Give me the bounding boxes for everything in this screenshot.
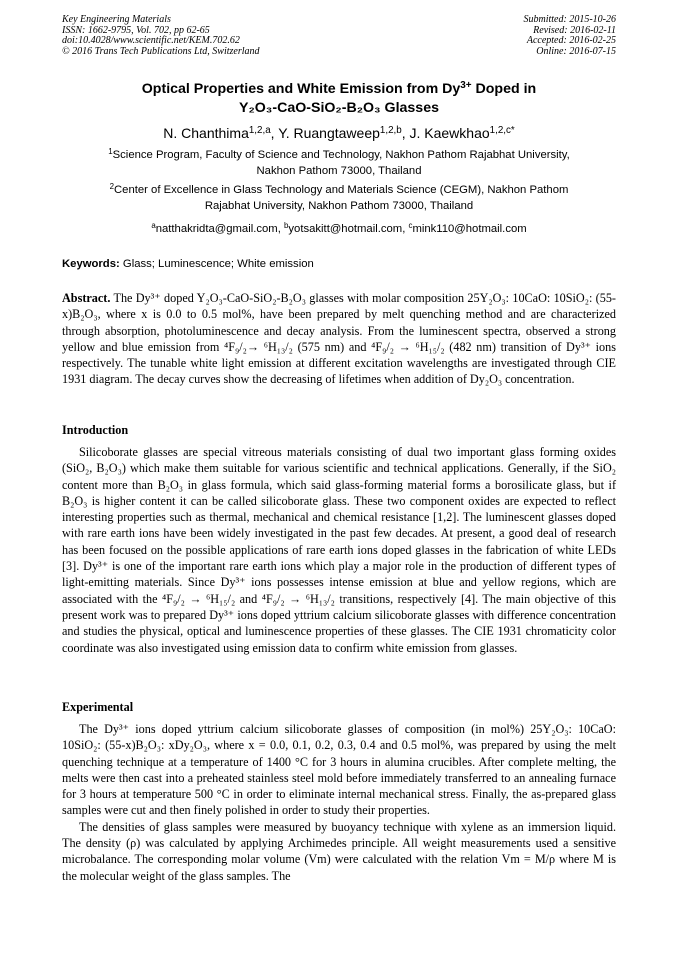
keywords: [62, 257, 616, 271]
author-mark: 1,2,c*: [489, 125, 515, 137]
affiliation-line: Rajabhat University, Nakhon Pathom 73000, Thailand: [204, 199, 474, 212]
email-mark: a: [151, 221, 156, 231]
email-mark: c: [408, 221, 413, 231]
affiliation-line: Center of Excellence in Glass Technology and Materials Science (CEGM), Nakhon Pathom: [114, 184, 569, 196]
email-address[interactable]: natthakridta@gmail.com: [155, 223, 278, 235]
affiliation-1: [72, 148, 606, 179]
author-name: N. Chanthima: [163, 125, 249, 141]
author-name: Y. Ruangtaweep: [278, 125, 380, 141]
email-address[interactable]: mink110@hotmail.com: [412, 223, 527, 235]
experimental-heading: Experimental: [62, 700, 134, 714]
affiliation-mark: 2: [109, 182, 114, 192]
author-list: N. Chanthima$^{1,2,a}$, Y. Ruangtaweep$^{1,2,b}$, J. Kaewkhao$^{1,2,c*}$: [163, 125, 515, 141]
abstract-text: The Dy³⁺ doped Y₂O₃-CaO-SiO₂-B₂O₃ glasses with molar composition 25Y₂O₃: 10CaO: 10SiO₂: (55-x)B₂O₃, where x is 0.0 to 0.5 mol%, have been prepared by melt quenching method and are characterized through absorption, photoluminescence and decay analysis. From the luminescent spectra, observed a strong yellow and blue emission from ⁴F₉/₂→ ⁶H₁₃/₂ (575 nm) and ⁴F₉/₂ → ⁶H₁₅/₂ (482 nm) transition of Dy³⁺ ions respectively. The tunable white light emission at different excitation wavelengths are investigated through CIE 1931 diagram. The decay curves show the decreasing of lifetimes when addition of Dy₂O₃ concentration.: [62, 291, 616, 387]
date-revised: Revised: 2016-02-11: [533, 24, 616, 36]
date-online: Online: 2016-07-15: [536, 45, 616, 57]
abstract-label: Abstract.: [62, 291, 111, 305]
abstract: [62, 290, 616, 388]
title-line1-pre: Optical Properties and White Emission from Dy: [141, 81, 461, 97]
title-line2: Y₂O₃-CaO-SiO₂-B₂O₃ Glasses: [239, 100, 439, 116]
journal-copyright: © 2016 Trans Tech Publications Ltd, Switzerland: [62, 45, 260, 57]
introduction-body: [62, 444, 616, 656]
affiliation-2: [72, 183, 606, 214]
author-mark: 1,2,a: [248, 125, 271, 137]
title-line1-sup: 3+: [460, 80, 472, 92]
journal-name: Key Engineering Materials: [62, 14, 171, 25]
experimental-paragraph: The densities of glass samples were measured by buoyancy technique with xylene as an immersion liquid. The density (ρ) was calculated by applying Archimedes principle. All weight measurements used a sensitive microbalance. The corresponding molar volume (Vm) were calculated with the relation Vm = M/ρ where M is the molecular weight of the glass samples. The: [62, 819, 616, 883]
keywords-text: Glass; Luminescence; White emission: [119, 258, 314, 270]
affiliation-line: Science Program, Faculty of Science and Technology, Nakhon Pathom Rajabhat University,: [112, 149, 570, 161]
experimental-body: [62, 721, 616, 884]
email-mark: b: [283, 221, 289, 231]
affiliation-line: Nakhon Pathom 73000, Thailand: [256, 164, 422, 177]
title-line1-post: Doped in: [471, 81, 537, 97]
author-emails: $^a$natthakridta@gmail.com, $^b$yotsakitt@hotmail.com, $^c$mink110@hotmail.com: [151, 221, 527, 235]
journal-header: [62, 15, 260, 57]
author-mark: 1,2,b: [379, 125, 402, 137]
publication-dates: [524, 15, 617, 57]
introduction-paragraph: Silicoborate glasses are special vitreous materials consisting of dual two important glass forming oxides (SiO₂, B₂O₃) which make them suitable for various scientific and technical applications. Generally, if the SiO₂ content more than B₂O₃ in glass formula, which said glass-forming material forms a borosilicate glass, but if B₂O₃ is higher content it can be called silicoborate glass. These two component oxides are expected to reflect interesting properties such as thermal, mechanical and chemical resistance [1,2]. The luminescent glasses doped with rare earth ions have been widely investigated in the past few decades. At present, a good deal of research has been focused on the possible applications of rare earth ions doped glasses in the fabrication of white LEDs [3]. Dy³⁺ is one of the important rare earth ions which play a major role in the production of different types of light-emitting materials. Since Dy³⁺ ions possesses intense emission at blue and yellow regions, which are associated with the ⁴F₉/₂ → ⁶H₁₅/₂ and ⁴F₉/₂ → ⁶H₁₃/₂ transitions, respectively [4]. The main objective of this present work was to prepared Dy³⁺ ions doped yttrium calcium silicoborate glasses with difference concentration and studies the physical, optical and luminescence properties of these glasses. The CIE 1931 chromaticity color coordinate was also investigated using emission data to confirm white emission from glasses.: [62, 445, 616, 655]
date-accepted: Accepted: 2016-02-25: [526, 35, 616, 47]
keywords-label: Keywords:: [62, 258, 120, 270]
journal-doi: doi:10.4028/www.scientific.net/KEM.702.62: [62, 35, 240, 47]
introduction-heading: Introduction: [62, 423, 129, 437]
paper-title: [62, 80, 616, 118]
date-submitted: Submitted: 2015-10-26: [523, 14, 616, 25]
experimental-paragraph: The Dy³⁺ ions doped yttrium calcium silicoborate glasses of composition (in mol%) 25Y₂O₃: 10CaO: 10SiO₂: (55-x)B₂O₃: xDy₂O₃, where x = 0.0, 0.1, 0.2, 0.3, 0.4 and 0.5 mol%, was prepared by using the melt quenching technique at a temperature of 1400 °C for 3 hours in alumina crucibles. After complete melting, the melts were then cast into a preheated stainless steel mold before immediately transferred to an annealing furnace for 3 hours at temperature 500 °C in order to eliminate internal mechanical stress. Finally, the as-prepared glass samples were cut and then finely polished in order to study their properties.: [62, 722, 616, 818]
email-address[interactable]: yotsakitt@hotmail.com: [288, 223, 403, 235]
affiliation-mark: 1: [108, 147, 113, 157]
author-name: J. Kaewkhao: [409, 125, 490, 141]
journal-issn: ISSN: 1662-9795, Vol. 702, pp 62-65: [62, 24, 210, 36]
